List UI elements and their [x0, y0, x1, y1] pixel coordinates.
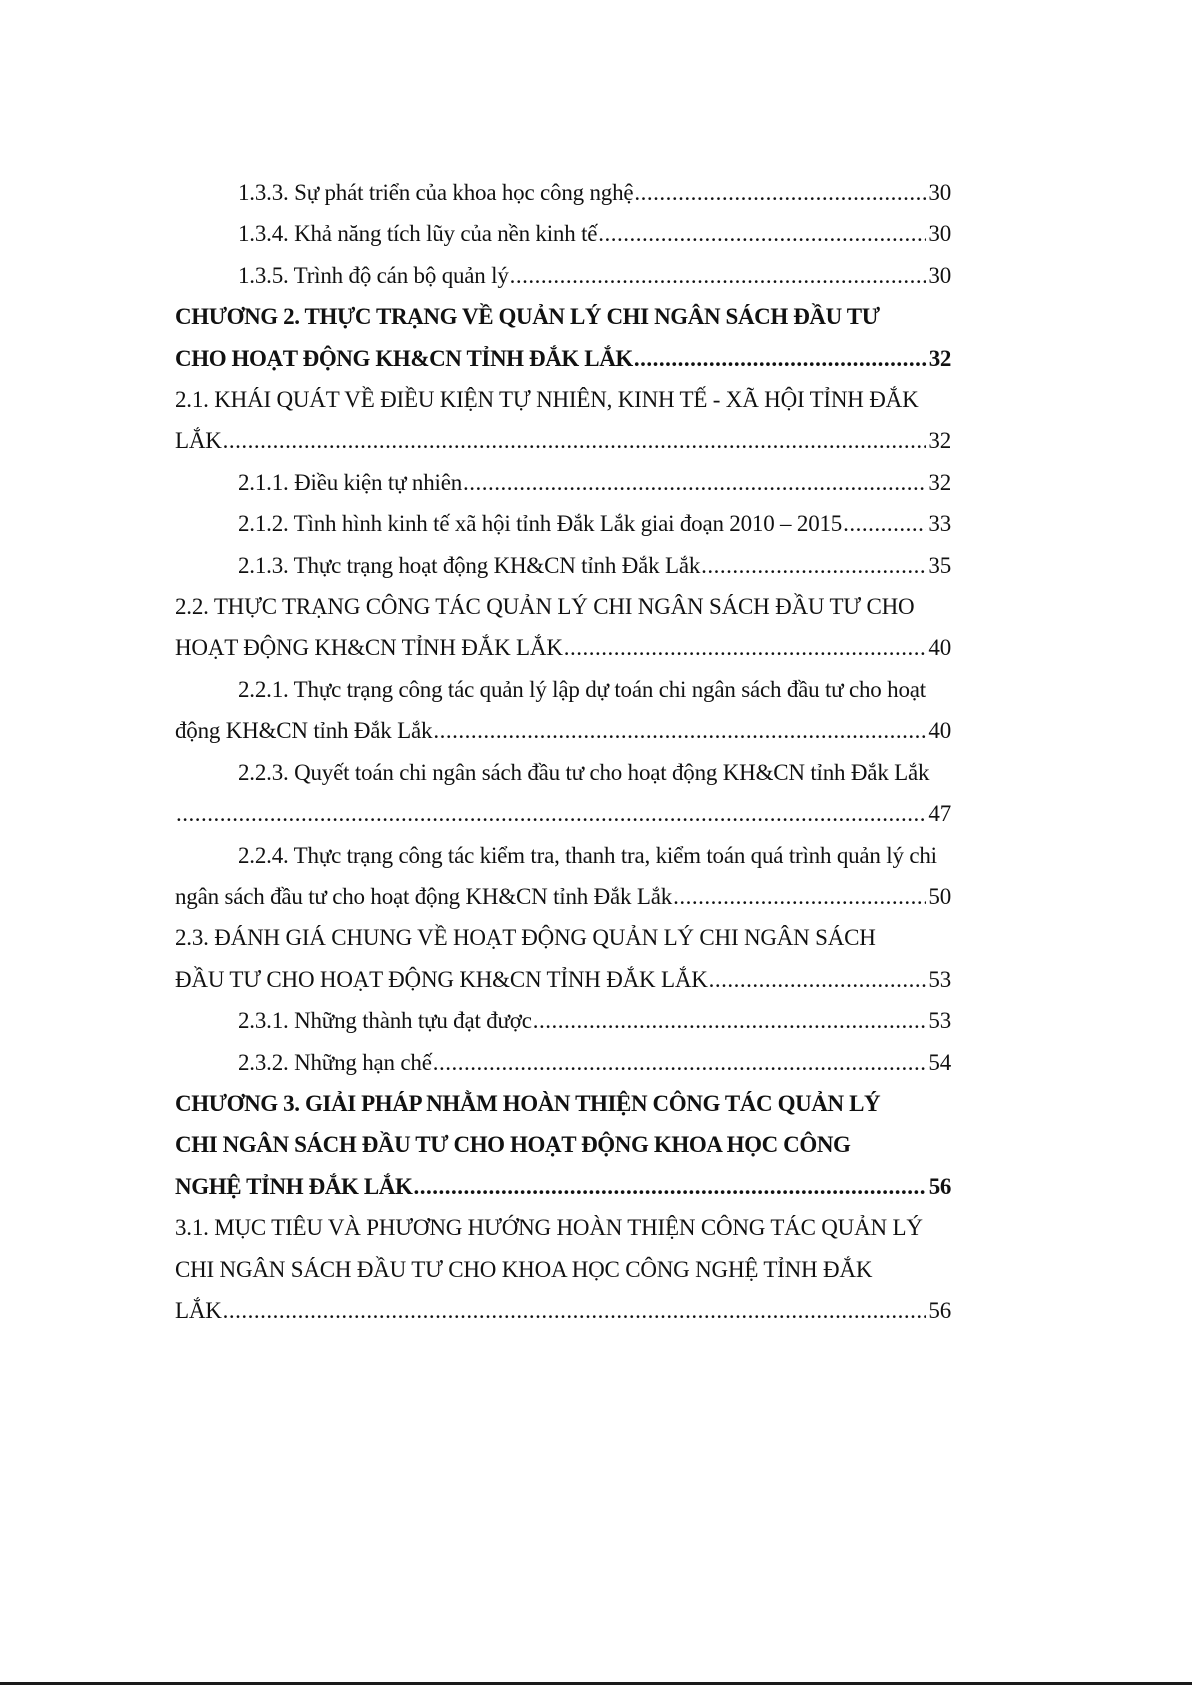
dot-leader — [598, 213, 926, 254]
toc-entry[interactable] — [175, 1042, 951, 1083]
toc-page-number: 32 — [928, 345, 951, 371]
toc-entry-title: 2.1.1. Điều kiện tự nhiên — [238, 469, 463, 495]
toc-page-number: 40 — [928, 635, 951, 661]
toc-entry[interactable] — [175, 213, 951, 254]
toc-entry-leader-row — [238, 213, 951, 254]
dot-leader — [701, 545, 926, 586]
toc-entry-leader-row — [175, 627, 951, 668]
dot-leader — [223, 1290, 927, 1331]
toc-entry[interactable] — [175, 255, 951, 296]
toc-page-number: 32 — [928, 469, 951, 495]
dot-leader — [414, 1166, 927, 1207]
toc-entry[interactable] — [175, 752, 951, 835]
dot-leader — [463, 462, 926, 503]
toc-entry-leader-row — [238, 462, 951, 503]
toc-entry[interactable] — [175, 379, 951, 462]
toc-entry-title: 1.3.5. Trình độ cán bộ quản lý — [238, 262, 509, 288]
dot-leader — [176, 793, 926, 834]
dot-leader — [433, 710, 926, 751]
toc-entry-title: 2.3.2. Những hạn chế — [238, 1049, 432, 1075]
toc-entry-leader-row — [175, 420, 951, 461]
toc-entry-title: LẮK — [175, 428, 222, 454]
toc-entry-leader-row — [175, 1290, 951, 1331]
toc-page-number: 33 — [928, 511, 951, 537]
dot-leader — [709, 959, 927, 1000]
toc-entry-leader-row — [175, 1166, 951, 1207]
toc-entry-text-line: 2.3. ĐÁNH GIÁ CHUNG VỀ HOẠT ĐỘNG QUẢN LÝ CHI NGÂN SÁCH — [175, 925, 876, 951]
toc-entry[interactable] — [175, 835, 951, 918]
toc-entry-leader-row — [175, 793, 951, 834]
dot-leader — [533, 1000, 927, 1041]
toc-page-number: 30 — [928, 221, 951, 247]
toc-entry[interactable] — [175, 917, 951, 1000]
toc-entry-title: 2.3.1. Những thành tựu đạt được — [238, 1008, 532, 1034]
toc-page-number: 30 — [928, 262, 951, 288]
toc-page-number: 53 — [928, 966, 951, 992]
toc-entry-leader-row — [238, 1042, 951, 1083]
toc-page-number: 40 — [928, 718, 951, 744]
toc-entry-title: động KH&CN tỉnh Đắk Lắk — [175, 718, 433, 744]
toc-entry-text-line: CHƯƠNG 2. THỰC TRẠNG VỀ QUẢN LÝ CHI NGÂN SÁCH ĐẦU TƯ — [175, 304, 880, 330]
toc-entry[interactable] — [175, 296, 951, 379]
toc-page-number: 30 — [928, 180, 951, 205]
toc-entry[interactable] — [175, 462, 951, 503]
table-of-contents — [175, 172, 951, 1331]
toc-entry-leader-row — [238, 1000, 951, 1041]
toc-page-number: 35 — [928, 552, 951, 578]
toc-entry[interactable] — [175, 586, 951, 669]
toc-entry-leader-row — [175, 710, 951, 751]
toc-entry-leader-row — [238, 172, 951, 213]
toc-entry[interactable] — [175, 503, 951, 544]
toc-page-number: 56 — [928, 1173, 951, 1199]
toc-entry-leader-row — [238, 545, 951, 586]
dot-leader — [843, 503, 926, 544]
toc-entry-title: CHO HOẠT ĐỘNG KH&CN TỈNH ĐẮK LẮK — [175, 345, 633, 371]
dot-leader — [433, 1042, 927, 1083]
dot-leader — [510, 255, 927, 296]
toc-entry-text-line: 2.1. KHÁI QUÁT VỀ ĐIỀU KIỆN TỰ NHIÊN, KINH TẾ - XÃ HỘI TỈNH ĐẮK — [175, 387, 919, 413]
dot-leader — [223, 420, 927, 461]
toc-entry-text-line: 2.2.4. Thực trạng công tác kiểm tra, thanh tra, kiểm toán quá trình quản lý chi — [238, 842, 937, 868]
toc-entry-title: 1.3.4. Khả năng tích lũy của nền kinh tế — [238, 221, 598, 247]
toc-entry-text-line: 2.2.3. Quyết toán chi ngân sách đầu tư cho hoạt động KH&CN tỉnh Đắk Lắk — [238, 759, 930, 785]
dot-leader — [634, 338, 927, 379]
toc-entry[interactable] — [175, 545, 951, 586]
toc-page-number: 56 — [928, 1297, 951, 1323]
toc-entry-title: NGHỆ TỈNH ĐẮK LẮK — [175, 1173, 413, 1199]
toc-entry-leader-row — [238, 255, 951, 296]
toc-entry-title: 2.1.3. Thực trạng hoạt động KH&CN tỉnh Đắk Lắk — [238, 552, 701, 578]
toc-page-number: 53 — [928, 1008, 951, 1034]
toc-entry-leader-row — [238, 503, 951, 544]
toc-entry-title: 2.1.2. Tình hình kinh tế xã hội tỉnh Đắk Lắk giai đoạn 2010 – 2015 — [238, 511, 843, 537]
toc-entry-title: HOẠT ĐỘNG KH&CN TỈNH ĐẮK LẮK — [175, 635, 563, 661]
toc-entry-leader-row — [175, 876, 951, 917]
toc-page-number: 47 — [928, 801, 951, 827]
toc-entry[interactable] — [175, 1083, 951, 1207]
toc-page-number: 32 — [928, 428, 951, 454]
toc-entry[interactable] — [175, 1000, 951, 1041]
dot-leader — [673, 876, 926, 917]
toc-entry-title: 1.3.3. Sự phát triển của khoa học công nghệ — [238, 180, 634, 205]
toc-entry-title: ĐẦU TƯ CHO HOẠT ĐỘNG KH&CN TỈNH ĐẮK LẮK — [175, 966, 708, 992]
dot-leader — [564, 627, 927, 668]
toc-entry-title: LẮK — [175, 1297, 222, 1323]
toc-entry-text-line: CHI NGÂN SÁCH ĐẦU TƯ CHO HOẠT ĐỘNG KHOA HỌC CÔNG — [175, 1132, 851, 1158]
dot-leader — [634, 172, 926, 213]
toc-entry-text-line: 3.1. MỤC TIÊU VÀ PHƯƠNG HƯỚNG HOÀN THIỆN CÔNG TÁC QUẢN LÝ — [175, 1215, 923, 1241]
toc-entry-text-line: CHI NGÂN SÁCH ĐẦU TƯ CHO KHOA HỌC CÔNG NGHỆ TỈNH ĐẮK — [175, 1256, 873, 1282]
toc-entry[interactable] — [175, 669, 951, 752]
toc-page-number: 54 — [928, 1049, 951, 1075]
toc-entry-title: ngân sách đầu tư cho hoạt động KH&CN tỉnh Đắk Lắk — [175, 883, 673, 909]
toc-entry-leader-row — [175, 338, 951, 379]
toc-page-number: 50 — [928, 883, 951, 909]
toc-entry[interactable] — [175, 172, 951, 213]
toc-entry-text-line: 2.2.1. Thực trạng công tác quản lý lập dự toán chi ngân sách đầu tư cho hoạt — [238, 676, 926, 702]
toc-entry-text-line: CHƯƠNG 3. GIẢI PHÁP NHẰM HOÀN THIỆN CÔNG TÁC QUẢN LÝ — [175, 1090, 881, 1116]
toc-entry-text-line: 2.2. THỰC TRẠNG CÔNG TÁC QUẢN LÝ CHI NGÂN SÁCH ĐẦU TƯ CHO — [175, 594, 915, 620]
toc-entry[interactable] — [175, 1207, 951, 1331]
toc-entry-leader-row — [175, 959, 951, 1000]
